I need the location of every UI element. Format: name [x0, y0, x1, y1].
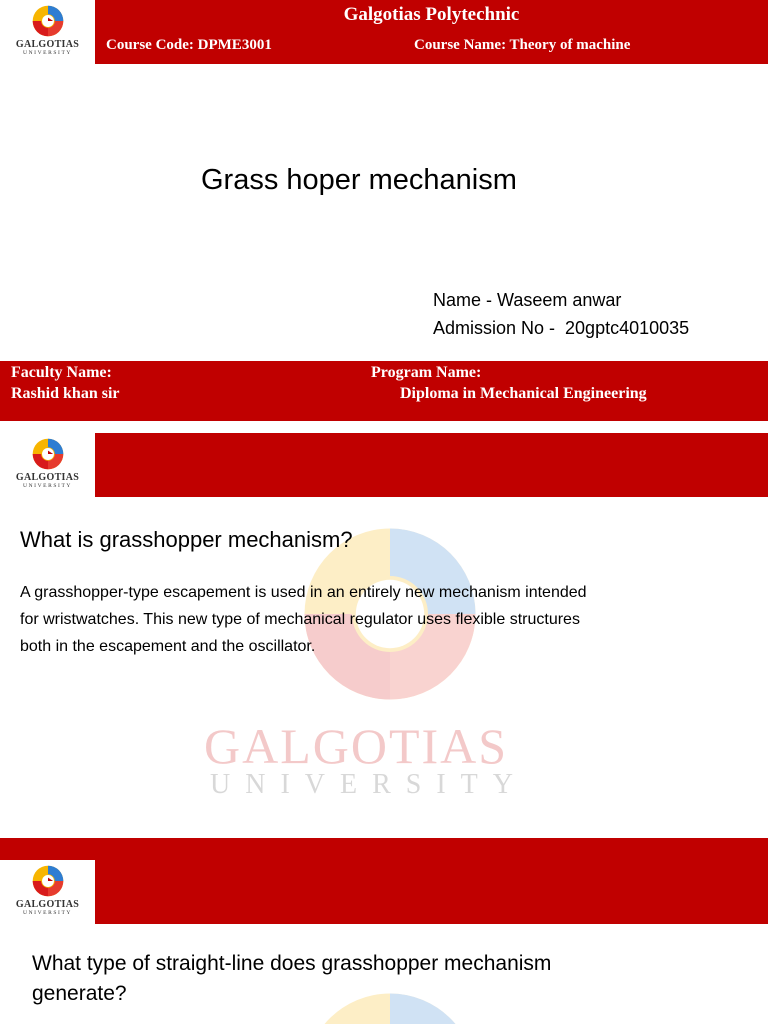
- course-code: Course Code: DPME3001: [106, 37, 272, 53]
- logo-wordmark: GALGOTIAS UNIVERSITY: [15, 472, 80, 489]
- watermark-logo-icon: [290, 984, 490, 1024]
- slide-title: [0, 0, 768, 421]
- slide-definition: [0, 433, 768, 838]
- slide-bottom-bar: [0, 838, 768, 860]
- body-line-3: both in the escapement and the oscillator.: [20, 638, 316, 655]
- student-name: Name - Waseem anwar: [433, 290, 622, 310]
- university-logo: [0, 860, 95, 924]
- slide-heading-line-2: generate?: [32, 982, 127, 1005]
- logo-wordmark: GALGOTIAS UNIVERSITY: [15, 39, 80, 56]
- faculty-value: Rashid khan sir: [11, 385, 120, 402]
- logo-wordmark: GALGOTIAS UNIVERSITY: [15, 899, 80, 916]
- slide-question: [0, 860, 768, 1024]
- body-line-1: A grasshopper-type escapement is used in an entirely new mechanism intended: [20, 584, 587, 601]
- galgotias-logo-icon: [31, 864, 65, 898]
- faculty-label: Faculty Name:: [11, 364, 112, 381]
- university-logo: [0, 0, 95, 64]
- presentation-title: Grass hoper mechanism: [201, 164, 517, 196]
- watermark-line2: UNIVERSITY: [210, 769, 528, 800]
- institution-name: Galgotias Polytechnic: [343, 4, 520, 25]
- slide-heading-line-1: What type of straight-line does grasshopper mechanism: [32, 952, 552, 975]
- slide-heading: What is grasshopper mechanism?: [20, 527, 353, 552]
- university-logo: [0, 433, 95, 497]
- watermark-line1: GALGOTIAS: [204, 718, 509, 774]
- course-name: Course Name: Theory of machine: [414, 37, 631, 53]
- header-bar: [95, 433, 768, 497]
- galgotias-logo-icon: [31, 437, 65, 471]
- body-line-2: for wristwatches. This new type of mechanical regulator uses flexible structures: [20, 611, 580, 628]
- galgotias-logo-icon: [31, 4, 65, 38]
- admission-number: Admission No - 20gptc4010035: [433, 318, 690, 338]
- program-label: Program Name:: [371, 364, 482, 381]
- program-value: Diploma in Mechanical Engineering: [400, 385, 647, 402]
- header-bar: [95, 860, 768, 924]
- slide-separator: [0, 421, 768, 433]
